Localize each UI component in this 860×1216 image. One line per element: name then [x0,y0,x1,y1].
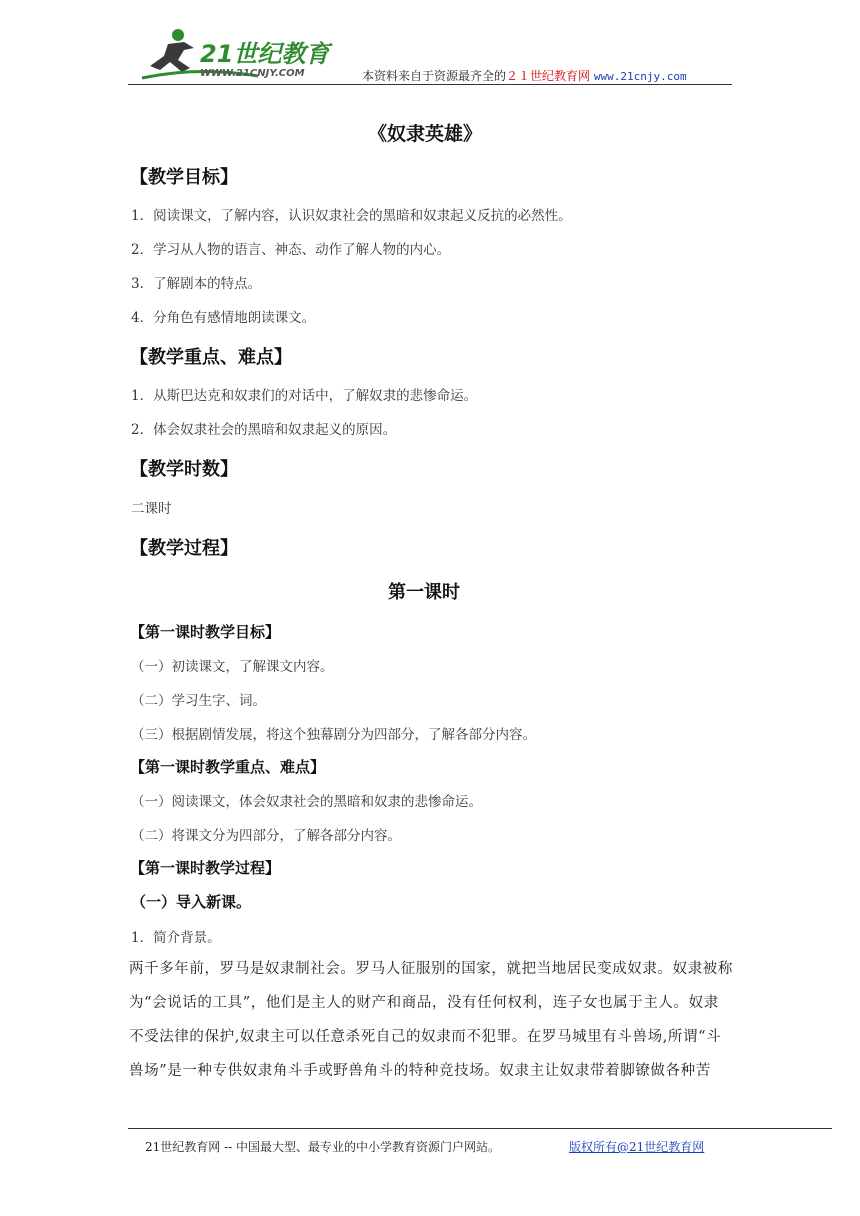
step1-item: 1．简介背景。 [131,930,221,946]
footer-divider [128,1128,832,1129]
logo-url-text: WWW.21CNJY.COM [200,68,305,79]
teaching-hours-text: 二课时 [131,501,172,517]
header-note-prefix: 本资料来自于资源最齐全的 [362,69,507,83]
lesson1-key-item: （二）将课文分为四部分，了解各部分内容。 [131,828,401,844]
lesson1-process-heading: 【第一课时教学过程】 [130,859,281,877]
lesson1-goal-item: （三）根据剧情发展，将这个独幕剧分为四部分，了解各部分内容。 [131,727,536,743]
goal-item: 1．阅读课文，了解内容，认识奴隶社会的黑暗和奴隶起义反抗的必然性。 [131,208,572,224]
header-note [362,67,687,84]
footer-copyright-link[interactable]: 版权所有@21世纪教育网 [569,1140,705,1154]
heading-teaching-process: 【教学过程】 [130,538,238,559]
lesson1-title: 第一课时 [388,582,460,603]
document-title: 《奴隶英雄》 [368,123,483,145]
background-paragraph [129,952,733,1088]
lesson1-key-item: （一）阅读课文，体会奴隶社会的黑暗和奴隶的悲惨命运。 [131,794,482,810]
paragraph-line: 为“会说话的工具”，他们是主人的财产和商品，没有任何权利，连子女也属于主人。奴隶 [129,995,719,1011]
heading-teaching-goals: 【教学目标】 [130,167,238,188]
lesson1-key-heading: 【第一课时教学重点、难点】 [130,758,326,776]
site-logo [138,26,338,82]
heading-teaching-hours: 【教学时数】 [130,459,238,480]
paragraph-line: 两千多年前，罗马是奴隶制社会。罗马人征服别的国家，就把当地居民变成奴隶。奴隶被称 [129,961,733,977]
footer-description: 21世纪教育网 -- 中国最大型、最专业的中小学教育资源门户网站。 [145,1140,501,1154]
lesson1-goal-item: （二）学习生字、词。 [131,693,266,709]
logo-figure-head [172,29,184,41]
goal-item: 3．了解剧本的特点。 [131,276,262,292]
lesson1-goal-item: （一）初读课文，了解课文内容。 [131,659,334,675]
key-point-item: 1．从斯巴达克和奴隶们的对话中，了解奴隶的悲惨命运。 [131,388,478,404]
key-point-item: 2．体会奴隶社会的黑暗和奴隶起义的原因。 [131,422,397,438]
header-note-site-link[interactable]: ２１世纪教育网 [506,69,591,83]
paragraph-line: 不受法律的保护,奴隶主可以任意杀死自己的奴隶而不犯罪。在罗马城里有斗兽场,所谓“斗 [129,1029,722,1045]
header-note-url-link[interactable]: www.21cnjy.com [593,70,687,83]
goal-item: 4．分角色有感情地朗读课文。 [131,310,316,326]
header-divider [128,84,732,85]
heading-key-points: 【教学重点、难点】 [130,347,292,368]
logo-figure-body [150,42,194,72]
logo-text: 21世纪教育 [200,40,330,68]
paragraph-line: 兽场”是一种专供奴隶角斗手或野兽角斗的特种竞技场。奴隶主让奴隶带着脚镣做各种苦 [129,1063,711,1079]
step1-heading: （一）导入新课。 [131,893,252,911]
goal-item: 2．学习从人物的语言、神态、动作了解人物的内心。 [131,242,451,258]
lesson1-goals-heading: 【第一课时教学目标】 [130,623,281,641]
